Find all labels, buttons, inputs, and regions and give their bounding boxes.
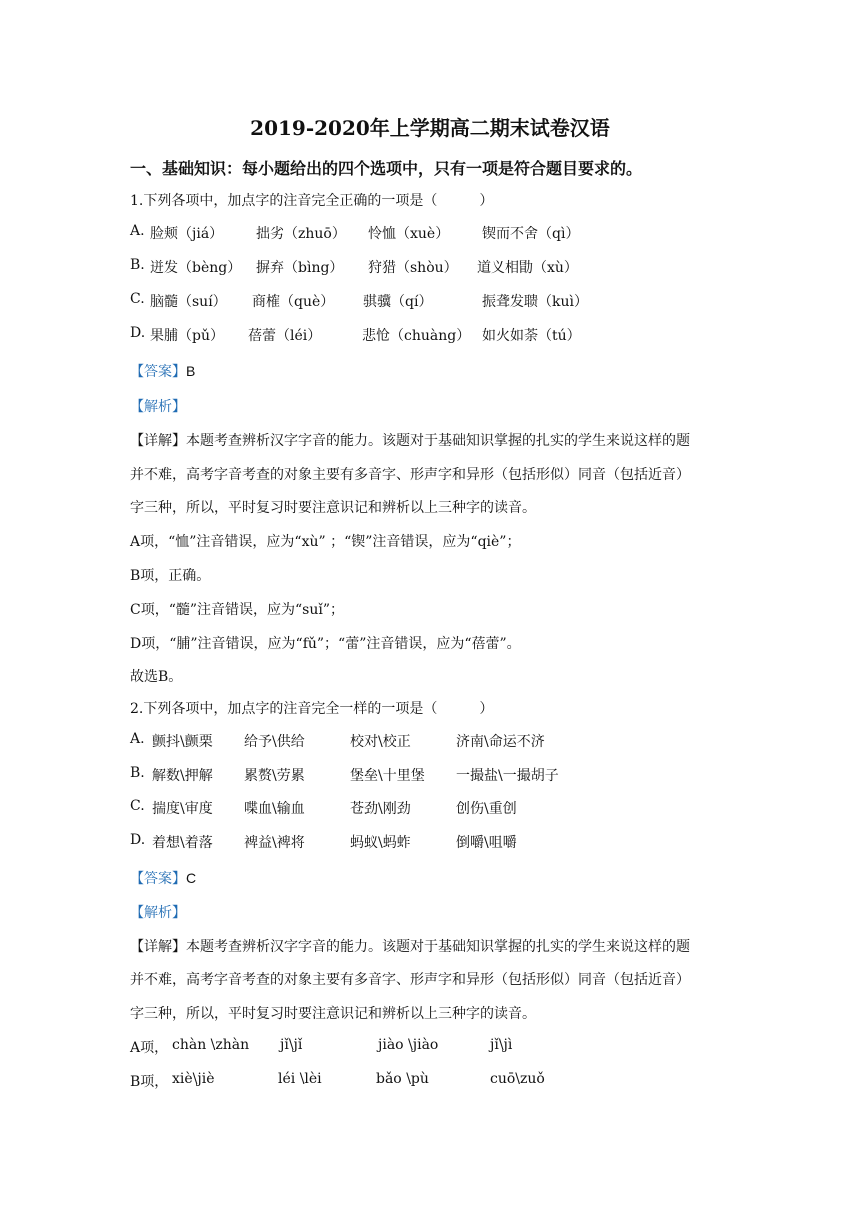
option-item: 创伤\重创	[456, 801, 517, 817]
q1-detail-line-1	[130, 430, 690, 450]
option-item: 振聋发聩（kuì）	[482, 294, 588, 310]
option-item: 如火如荼（tú）	[482, 328, 581, 344]
q1-answer	[130, 361, 195, 381]
option-item: 狩猎（shòu）	[368, 260, 458, 276]
pinyin-row-label: A项，	[130, 1040, 169, 1056]
q2-answer	[130, 868, 196, 888]
answer-value: B	[186, 363, 196, 379]
question-1-stem: 1.下列各项中，加点字的注音完全正确的一项是（ ）	[130, 193, 494, 209]
option-item: 校对\校正	[350, 734, 411, 750]
option-item: 济南\命运不济	[456, 734, 545, 750]
option-item: 锲而不舍（qì）	[482, 226, 580, 242]
option-item: 颤抖\颤栗	[152, 734, 213, 750]
option-label: B.	[130, 257, 145, 273]
option-item: 揣度\审度	[152, 801, 213, 817]
option-item: 堡垒\十里堡	[350, 768, 425, 784]
q2-detail-line-1	[130, 936, 690, 956]
pinyin-item: cuō\zuǒ	[490, 1071, 545, 1087]
option-item: 脑髓（suí）	[150, 294, 227, 310]
detail-text: 本题考查辨析汉字字音的能力。该题对于基础知识掌握的扎实的学生来说这样的题	[186, 939, 690, 955]
pinyin-item: jǐ\jì	[490, 1037, 513, 1053]
q1-detail-line-3: 字三种，所以，平时复习时要注意识记和辨析以上三种字的读音。	[130, 500, 536, 516]
option-item: 商榷（què）	[252, 294, 335, 310]
option-item: 蓓蕾（léi）	[248, 328, 322, 344]
answer-tag: 【答案】	[130, 871, 186, 887]
option-item: 一撮盐\一撮胡子	[456, 768, 559, 784]
document-title: 2019-2020年上学期高二期末试卷汉语	[250, 116, 610, 140]
option-item: 骐骥（qí）	[363, 294, 433, 310]
option-item: 给予\供给	[244, 734, 305, 750]
option-label: D.	[130, 325, 146, 341]
option-label: C.	[130, 798, 145, 814]
q1-explain-b: B项，正确。	[130, 568, 211, 584]
option-item: 摒弃（bìng）	[256, 260, 344, 276]
q2-analysis-tag: 【解析】	[130, 905, 186, 921]
answer-value: C	[186, 870, 197, 886]
pinyin-item: bǎo \pù	[376, 1071, 429, 1087]
q1-explain-d: D项，“脯”注音错误，应为“fǔ”；“蕾”注音错误，应为“蓓蕾”。	[130, 636, 521, 652]
option-label: D.	[130, 832, 146, 848]
option-label: C.	[130, 291, 145, 307]
q2-detail-line-2: 并不难，高考字音考查的对象主要有多音字、形声字和异形（包括形似）同音（包括近音）	[130, 972, 690, 988]
pinyin-item: jiào \jiào	[378, 1037, 439, 1053]
option-label: B.	[130, 765, 145, 781]
pinyin-item: jǐ\jǐ	[280, 1037, 303, 1053]
q1-explain-c: C项，“髓”注音错误，应为“suǐ”；	[130, 602, 345, 618]
section-heading: 一、基础知识：每小题给出的四个选项中，只有一项是符合题目要求的。	[130, 159, 643, 178]
option-item: 道义相勖（xù）	[477, 260, 578, 276]
option-item: 累赘\劳累	[244, 768, 305, 784]
detail-tag: 【详解】	[130, 939, 186, 955]
option-label: A.	[130, 223, 145, 239]
option-item: 倒嚼\咀嚼	[456, 835, 517, 851]
option-item: 裨益\裨将	[244, 835, 305, 851]
option-item: 拙劣（zhuō）	[256, 226, 346, 242]
q2-detail-line-3: 字三种，所以，平时复习时要注意识记和辨析以上三种字的读音。	[130, 1006, 536, 1022]
pinyin-item: chàn \zhàn	[172, 1037, 250, 1053]
option-item: 果脯（pǔ）	[150, 328, 224, 344]
pinyin-row-label: B项，	[130, 1074, 169, 1090]
option-item: 喋血\输血	[244, 801, 305, 817]
q1-analysis-tag: 【解析】	[130, 399, 186, 415]
q1-explain-a: A项，“恤”注音错误，应为“xù” ；“锲”注音错误，应为“qiè”；	[130, 534, 521, 550]
q1-detail-line-2: 并不难，高考字音考查的对象主要有多音字、形声字和异形（包括形似）同音（包括近音）	[130, 467, 690, 483]
question-2-stem: 2.下列各项中，加点字的注音完全一样的一项是（ ）	[130, 701, 494, 717]
option-item: 解数\押解	[152, 768, 213, 784]
option-item: 脸颊（jiá）	[150, 226, 224, 242]
option-item: 蚂蚁\蚂蚱	[350, 835, 411, 851]
q1-conclusion: 故选B。	[130, 669, 183, 685]
option-item: 怜恤（xuè）	[368, 226, 450, 242]
answer-tag: 【答案】	[130, 364, 186, 380]
option-label: A.	[130, 731, 145, 747]
pinyin-item: léi \lèi	[278, 1071, 322, 1087]
option-item: 苍劲\刚劲	[350, 801, 411, 817]
option-item: 悲怆（chuàng）	[362, 328, 471, 344]
detail-tag: 【详解】	[130, 433, 186, 449]
pinyin-item: xiè\jiè	[172, 1071, 215, 1087]
detail-text: 本题考查辨析汉字字音的能力。该题对于基础知识掌握的扎实的学生来说这样的题	[186, 433, 690, 449]
option-item: 迸发（bèng）	[150, 260, 242, 276]
option-item: 着想\着落	[152, 835, 213, 851]
